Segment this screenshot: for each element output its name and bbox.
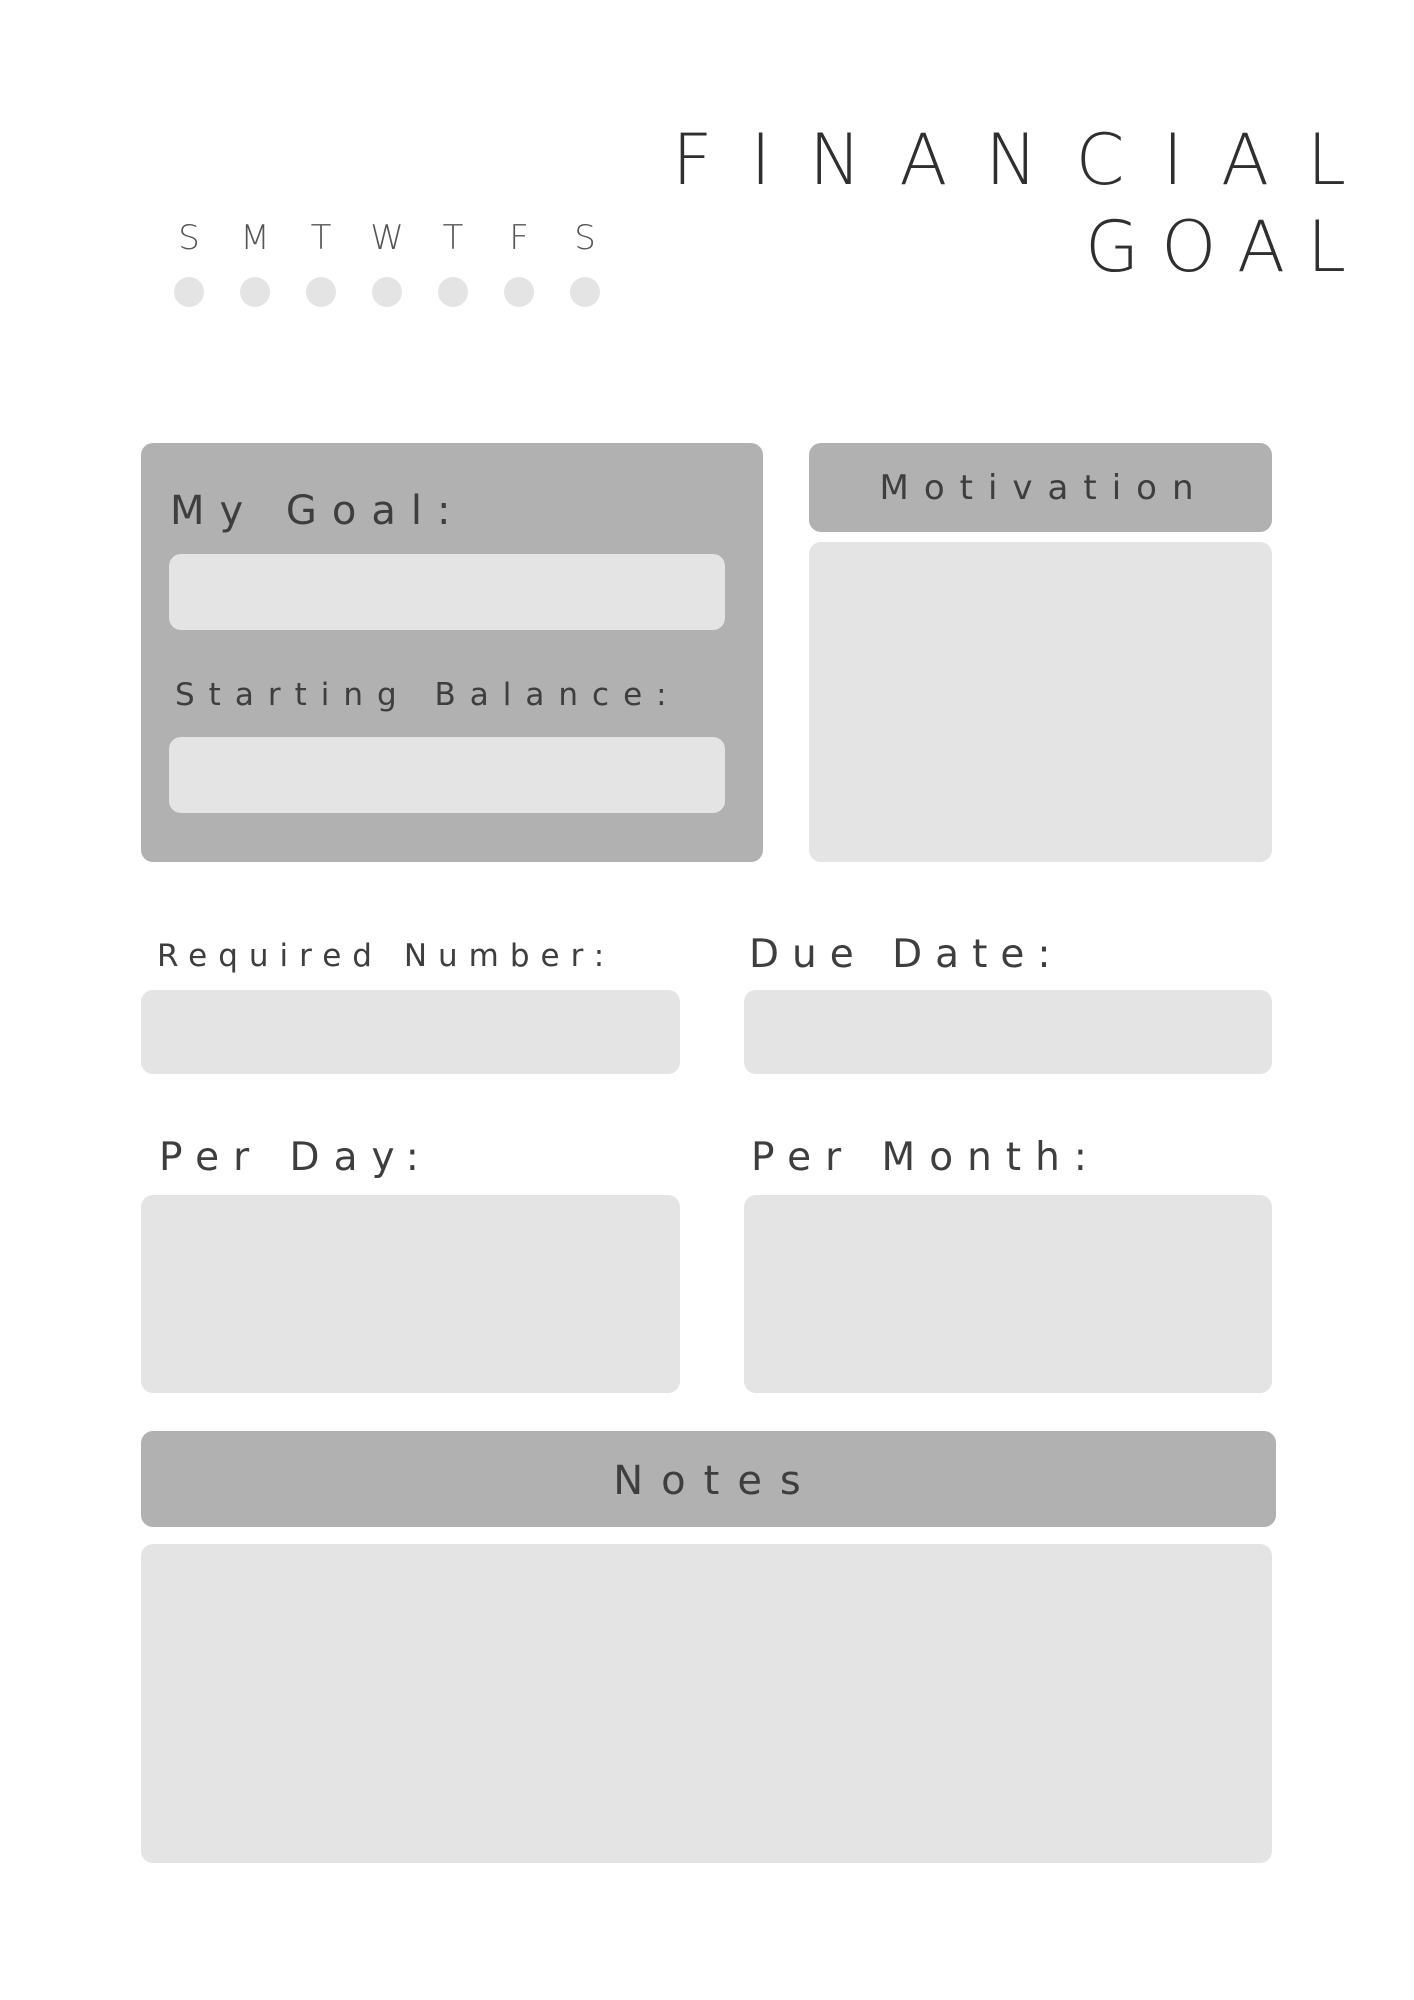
due-date-field[interactable] [744,990,1272,1074]
weekday-checkbox[interactable] [174,277,204,307]
motivation-title: Motivation [879,468,1209,508]
weekday-label: M [240,218,270,258]
my-goal-field[interactable] [169,554,725,630]
title-line-2: GOAL [1085,206,1368,288]
weekday-checkbox[interactable] [438,277,468,307]
weekday-label: S [574,218,596,258]
title-line-1: FINANCIAL [672,119,1384,201]
motivation-field[interactable] [809,542,1272,862]
weekday-label: W [370,218,404,258]
weekday-checkbox[interactable] [306,277,336,307]
weekday-checkbox[interactable] [372,277,402,307]
weekday-checkbox[interactable] [240,277,270,307]
weekday-label: F [509,218,529,258]
notes-field[interactable] [141,1544,1272,1863]
per-month-field[interactable] [744,1195,1272,1393]
weekday-label: S [178,218,200,258]
required-number-label: Required Number: [157,938,616,974]
weekday-label: T [310,218,332,258]
per-month-label: Per Month: [751,1135,1101,1180]
per-day-label: Per Day: [159,1135,433,1180]
per-day-field[interactable] [141,1195,680,1393]
weekday-tracker [0,0,700,320]
weekday-checkbox[interactable] [504,277,534,307]
starting-balance-label: Starting Balance: [175,677,681,713]
required-number-field[interactable] [141,990,680,1074]
weekday-label: T [442,218,464,258]
starting-balance-field[interactable] [169,737,725,813]
due-date-label: Due Date: [749,932,1064,977]
weekday-checkbox[interactable] [570,277,600,307]
notes-title: Notes [613,1458,819,1504]
my-goal-label: My Goal: [170,488,466,534]
